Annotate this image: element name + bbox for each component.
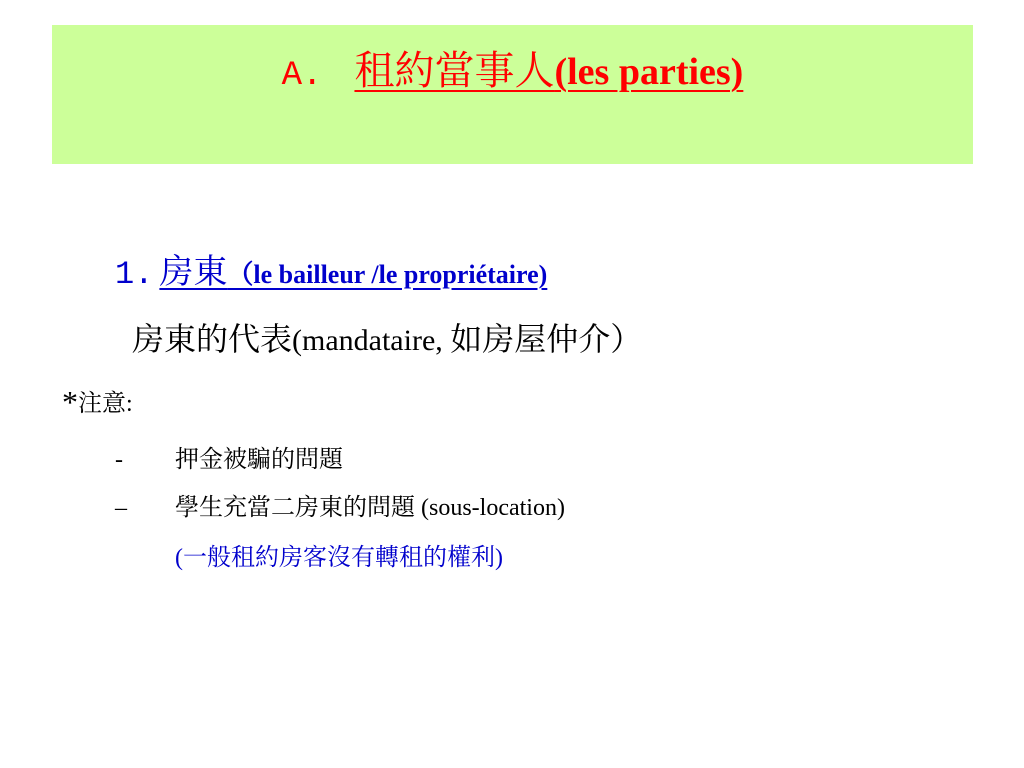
- item-1-chinese: 房東: [159, 254, 228, 291]
- bullet-1: [115, 440, 343, 480]
- title-band: [52, 25, 973, 164]
- bullet-2-text: 學生充當二房東的問題: [175, 495, 421, 521]
- item-1-underlined: [159, 254, 547, 291]
- bullet-2: [115, 488, 565, 528]
- item-1-latin: （le bailleur /le propriétaire): [227, 260, 548, 289]
- item-1-sub-chinese-before: 房東的代表: [132, 321, 293, 357]
- bullet-1-text: 押金被騙的問題: [175, 447, 343, 473]
- note-heading: [62, 382, 133, 424]
- item-1-sub-latin: (mandataire,: [292, 324, 451, 357]
- bullet-2-dash: –: [115, 495, 127, 521]
- title-chinese: 租約當事人: [354, 48, 555, 93]
- item-1-heading: [115, 250, 547, 298]
- title-prefix: A.: [281, 57, 323, 95]
- title-latin: (les parties): [554, 51, 744, 93]
- bullet-2-latin: (sous-location): [421, 495, 565, 521]
- item-1-number: 1.: [115, 256, 154, 293]
- bullet-2-note: (一般租約房客沒有轉租的權利): [175, 545, 503, 571]
- item-1-subline: [132, 317, 642, 363]
- slide-title: [52, 45, 973, 102]
- bullet-1-dash: -: [115, 447, 123, 473]
- item-1-sub-chinese-after: 如房屋仲介）: [450, 321, 643, 357]
- title-main: [354, 48, 743, 93]
- note-label: 注意:: [78, 391, 133, 417]
- note-star: *: [62, 384, 78, 420]
